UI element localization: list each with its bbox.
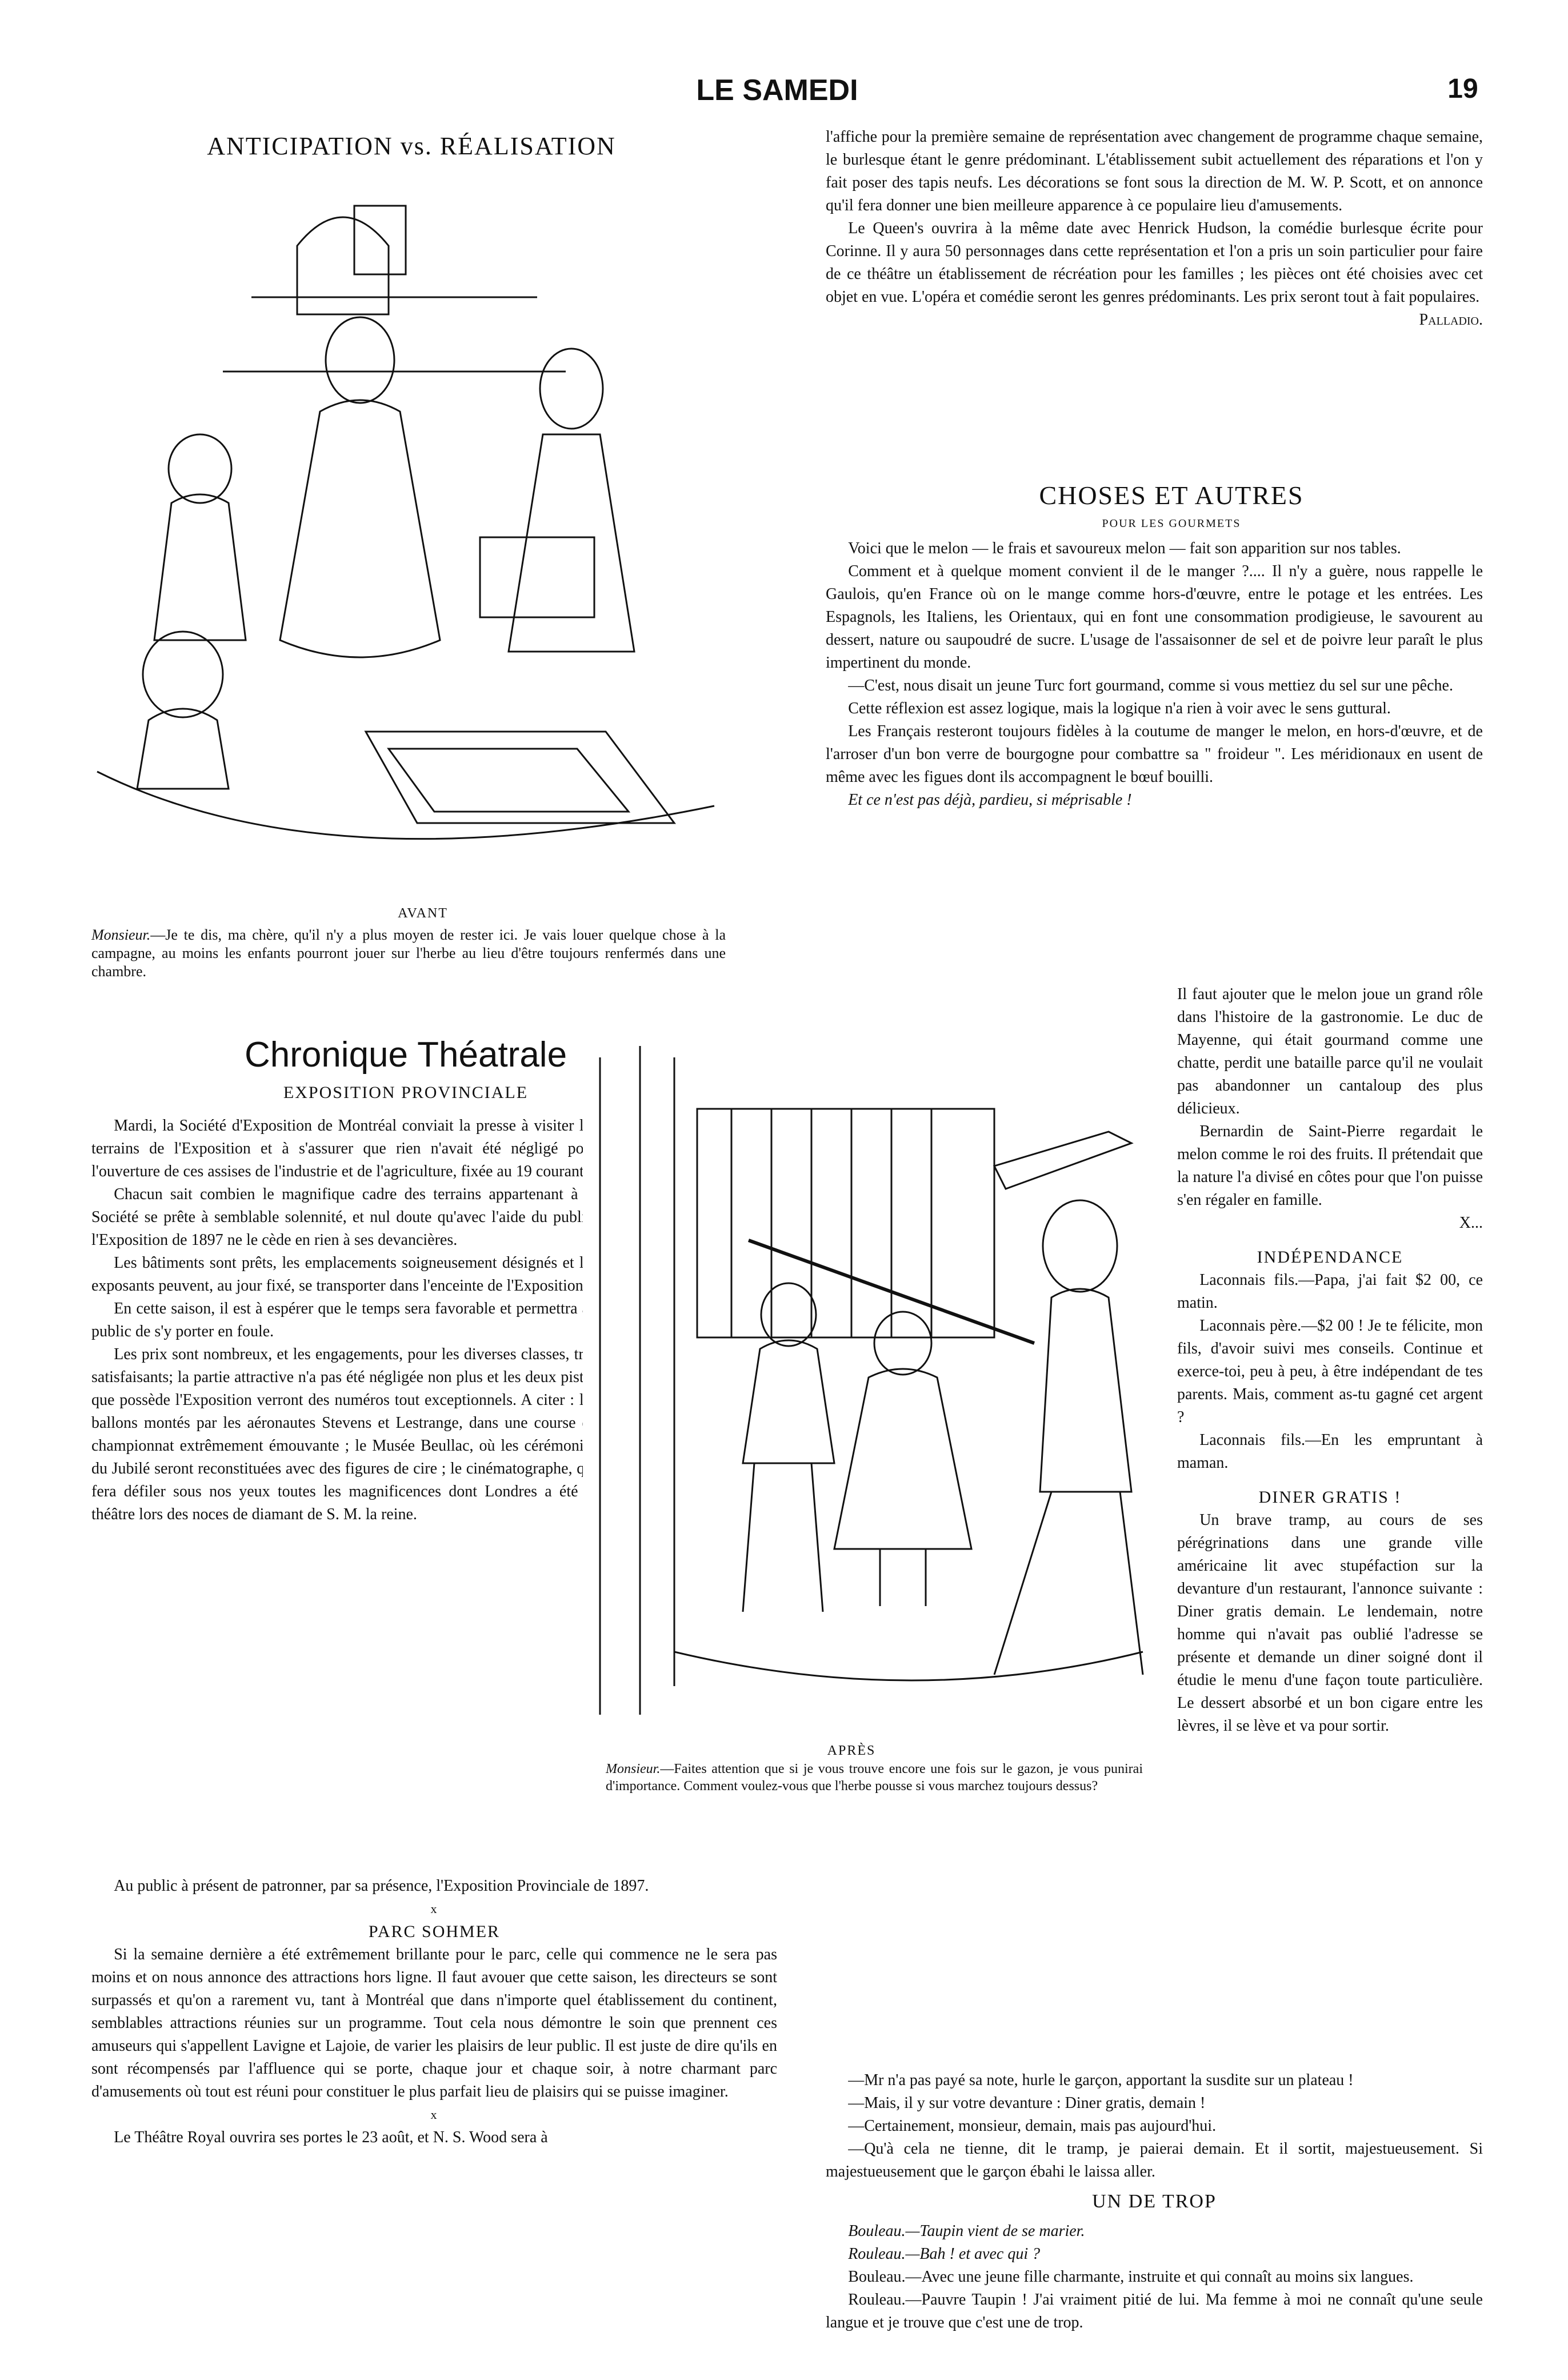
diner-title: DINER GRATIS !: [1258, 1488, 1402, 1507]
choses-paragraph: Cette réflexion est assez logique, mais la logique n'a rien à voir avec le sens guttural.: [848, 700, 1391, 717]
choses-subtitle: POUR LES GOURMETS: [1102, 517, 1241, 530]
choses-paragraph: Voici que le melon — le frais et savoureux melon — fait son apparition sur nos tables.: [848, 540, 1401, 557]
chronique-paragraph: Au public à présent de patronner, par sa présence, l'Exposition Provinciale de 1897.: [114, 1877, 649, 1895]
choses-paragraph: Bernardin de Saint-Pierre regardait le melon comme le roi des fruits. Il prétendait que la nature l'a divisé en côtes pour que l'on puisse s'en régaler en famille.: [1177, 1123, 1483, 1209]
after-label: APRÈS: [827, 1743, 876, 1758]
masthead-title: LE SAMEDI: [696, 74, 858, 107]
right-column-top: [826, 126, 1483, 332]
independance-line: Laconnais fils.—Papa, j'ai fait $2 00, ce matin.: [1177, 1271, 1483, 1312]
trop-title: UN DE TROP: [1092, 2191, 1217, 2212]
independance-line: Laconnais père.—$2 00 ! Je te félicite, mon fils, d'avoir suivi mes conseils. Continue et exerce-toi, peu à peu, à être indépendant de tes parents. Mais, comment as-tu gagné cet argent ?: [1177, 1317, 1483, 1426]
chronique-paragraph: En cette saison, il est à espérer que le temps sera favorable et permettra au public de s'y porter en foule.: [91, 1300, 597, 1340]
before-caption: [91, 926, 726, 981]
chronique-title: Chronique Théatrale: [244, 1035, 567, 1075]
chronique-paragraph: Les prix sont nombreux, et les engagements, pour les diverses classes, très satisfaisants; la partie attractive n'a pas été négligée non plus et les deux pistes que possède l'Exposition verront des numéros tout exceptionnels. A citer : les ballons montés par les aéronautes Stevens et Lestrange, dans une course de championnat extrêmement émouvante ; le Musée Beullac, où les cérémonies du Jubilé seront reconstituées avec des figures de cire ; le cinématographe, qui fera défiler sous nos yeux toutes les magnificences dont Londres a été le théâtre lors des noces de diamant de S. M. la reine.: [91, 1345, 597, 1523]
parc-title: PARC SOHMER: [368, 1922, 501, 1941]
illustration-title: ANTICIPATION vs. RÉALISATION: [207, 132, 616, 160]
royal-paragraph: Le Théâtre Royal ouvrira ses portes le 23 août, et N. S. Wood sera à: [114, 2129, 548, 2146]
page-number: 19: [1447, 74, 1478, 104]
parc-paragraph: Si la semaine dernière a été extrêmement brillante pour le parc, celle qui commence ne le sera pas moins et on nous annonce des attractions hors ligne. Il faut avouer que cette saison, les directeurs se sont surpassés et qu'on a rarement vu, tant à Montréal que dans n'importe quel établissement du continent, semblables attractions réunies sur un programme. Tout cela nous démontre le soin que prennent ces amuseurs qui s'appellent Lavigne et Lajoie, de varier les plaisirs de leur public. Il est juste de dire qu'ils en sont récompensés par l'affluence qui se porte, chaque jour et chaque soir, à notre charmant parc d'amusements où tout est réuni pour constituer le plus parfait lieu de plaisirs qui se puisse imaginer.: [91, 1946, 777, 2101]
signature-palladio: Palladio.: [1419, 311, 1483, 329]
choses-title: CHOSES ET AUTRES: [1039, 481, 1304, 510]
diner-line: —Mr n'a pas payé sa note, hurle le garçon, apportant la susdite sur un plateau !: [848, 2071, 1354, 2089]
trop-line: Bouleau.—Avec une jeune fille charmante, instruite et qui connaît au moins six langues.: [848, 2268, 1414, 2286]
after-speaker: Monsieur.: [606, 1762, 661, 1776]
before-label: AVANT: [398, 906, 448, 921]
choses-paragraph: Les Français resteront toujours fidèles à la coutume de manger le melon, en hors-d'œuvre, et de l'arroser d'un bon verre de bourgogne pour combattre sa " froideur ". Les méridionaux en usent de même avec les figues dont ils accompagnent le bœuf bouilli.: [826, 722, 1483, 786]
chronique-body: [91, 1115, 597, 1526]
choses-paragraph: Comment et à quelque moment convient il de le manger ?.... Il n'y a guère, nous rappelle le Gaulois, qu'en France où on le mange comme hors-d'œuvre, entre le potage et les entrées. Les Espagnols, les Italiens, les Orientaux, qui en font une consommation prodigieuse, le savourent au dessert, nature ou saupoudré de sucre. L'usage de l'assaisonner de sel et de poivre leur paraît le plus impertinent du monde.: [826, 562, 1483, 672]
trop-line: Rouleau.—Pauvre Taupin ! J'ai vraiment pitié de lui. Ma femme à moi ne connaît qu'une seule langue et je trouve que c'est une de trop.: [826, 2291, 1483, 2331]
trop-line: Rouleau.—Bah ! et avec qui ?: [848, 2245, 1041, 2263]
before-caption-text: —Je te dis, ma chère, qu'il n'y a plus moyen de rester ici. Je vais louer quelque chose à la campagne, au moins les enfants pourront jouer sur l'herbe au lieu d'être toujours renfermés dans une chambre.: [91, 927, 726, 980]
choses-paragraph: Il faut ajouter que le melon joue un grand rôle dans l'histoire de la gastronomie. Le duc de Mayenne, qui était gourmand comme une chatte, perdit une bataille parce qu'il ne voulait pas abandonner un cantaloup des plus délicieux.: [1177, 985, 1483, 1117]
choses-paragraph: —C'est, nous disait un jeune Turc fort gourmand, comme si vous mettiez du sel sur une pêche.: [848, 677, 1453, 694]
illustration-before: [80, 171, 731, 892]
chronique-paragraph: Les bâtiments sont prêts, les emplacements soigneusement désignés et les exposants peuvent, au jour fixé, se transporter dans l'enceinte de l'Exposition.: [91, 1254, 597, 1295]
chronique-paragraph: Chacun sait combien le magnifique cadre des terrains appartenant à la Société se prête à semblable solennité, et nul doute qu'avec l'aide du public, l'Exposition de 1897 ne le cède en rien à ses devancières.: [91, 1185, 597, 1249]
right-column-bottom: [826, 2069, 1483, 2334]
choses-italic-line: Et ce n'est pas déjà, pardieu, si méprisable !: [848, 791, 1132, 809]
chronique-bottom: [91, 1875, 777, 2149]
chronique-paragraph: Mardi, la Société d'Exposition de Montréal conviait la presse à visiter les terrains de l'Exposition et à s'assurer que rien n'avait été négligé pour l'ouverture de ces assises de l'industrie et de l'agriculture, fixée au 19 courant.: [91, 1117, 597, 1180]
independance-line: Laconnais fils.—En les empruntant à maman.: [1177, 1431, 1483, 1472]
diner-line: —Qu'à cela ne tienne, dit le tramp, je paierai demain. Et il sortit, majestueusement. Si majestueusement que le garçon ébahi le laissa aller.: [826, 2140, 1483, 2181]
chronique-continued: Le Queen's ouvrira à la même date avec Henrick Hudson, la comédie burlesque écrite pour Corinne. Il y aura 50 personnages dans cette représentation et l'on a pris un soin particulier pour faire de ce théâtre un établissement de récréation pour les familles ; les pièces ont été choisies avec cet objet en vue. L'opéra et comédie seront les genres prédominants. Les prix seront tout à fait populaires.: [826, 219, 1483, 306]
diner-paragraph: Un brave tramp, au cours de ses pérégrinations dans une grande ville américaine lit avec stupéfaction sur la devanture d'un restaurant, l'annonce suivante : Diner gratis demain. Le lendemain, notre homme qui n'avait pas oublié l'adresse se présente et demande un diner soigné dont il étudie le menu d'une façon toute particulière. Le dessert absorbé et un bon cigare entre les lèvres, il se lève et va pour sortir.: [1177, 1511, 1483, 1735]
choses-wrap: [1177, 983, 1483, 1738]
diner-line: —Certainement, monsieur, demain, mais pas aujourd'hui.: [848, 2117, 1217, 2135]
separator: x: [430, 2107, 438, 2122]
choses-body: [826, 537, 1483, 812]
before-speaker: Monsieur.: [91, 927, 151, 943]
chronique-continued: l'affiche pour la première semaine de représentation avec changement de programme chaque semaine, le burlesque étant le genre prédominant. L'établissement subit actuellement des réparations et l'on y fait poser des tapis neufs. Les décorations se font sous la direction de M. W. P. Scott, et on annonce qu'il fera donner une bien meilleure apparence à ce populaire lieu d'amusements.: [826, 128, 1483, 214]
separator: x: [430, 1902, 438, 1916]
diner-line: —Mais, il y sur votre devanture : Diner gratis, demain !: [848, 2094, 1206, 2112]
chronique-subtitle: EXPOSITION PROVINCIALE: [283, 1083, 529, 1102]
independance-title: INDÉPENDANCE: [1257, 1248, 1403, 1267]
after-caption-text: —Faites attention que si je vous trouve encore une fois sur le gazon, je vous punirai d'importance. Comment voulez-vous que l'herbe pousse si vous marchez toujours dessus?: [606, 1762, 1143, 1794]
illustration-after: [583, 1023, 1166, 1726]
trop-line: Bouleau.—Taupin vient de se marier.: [848, 2222, 1085, 2240]
after-caption: [606, 1760, 1143, 1795]
signature-x: X...: [1459, 1214, 1483, 1232]
